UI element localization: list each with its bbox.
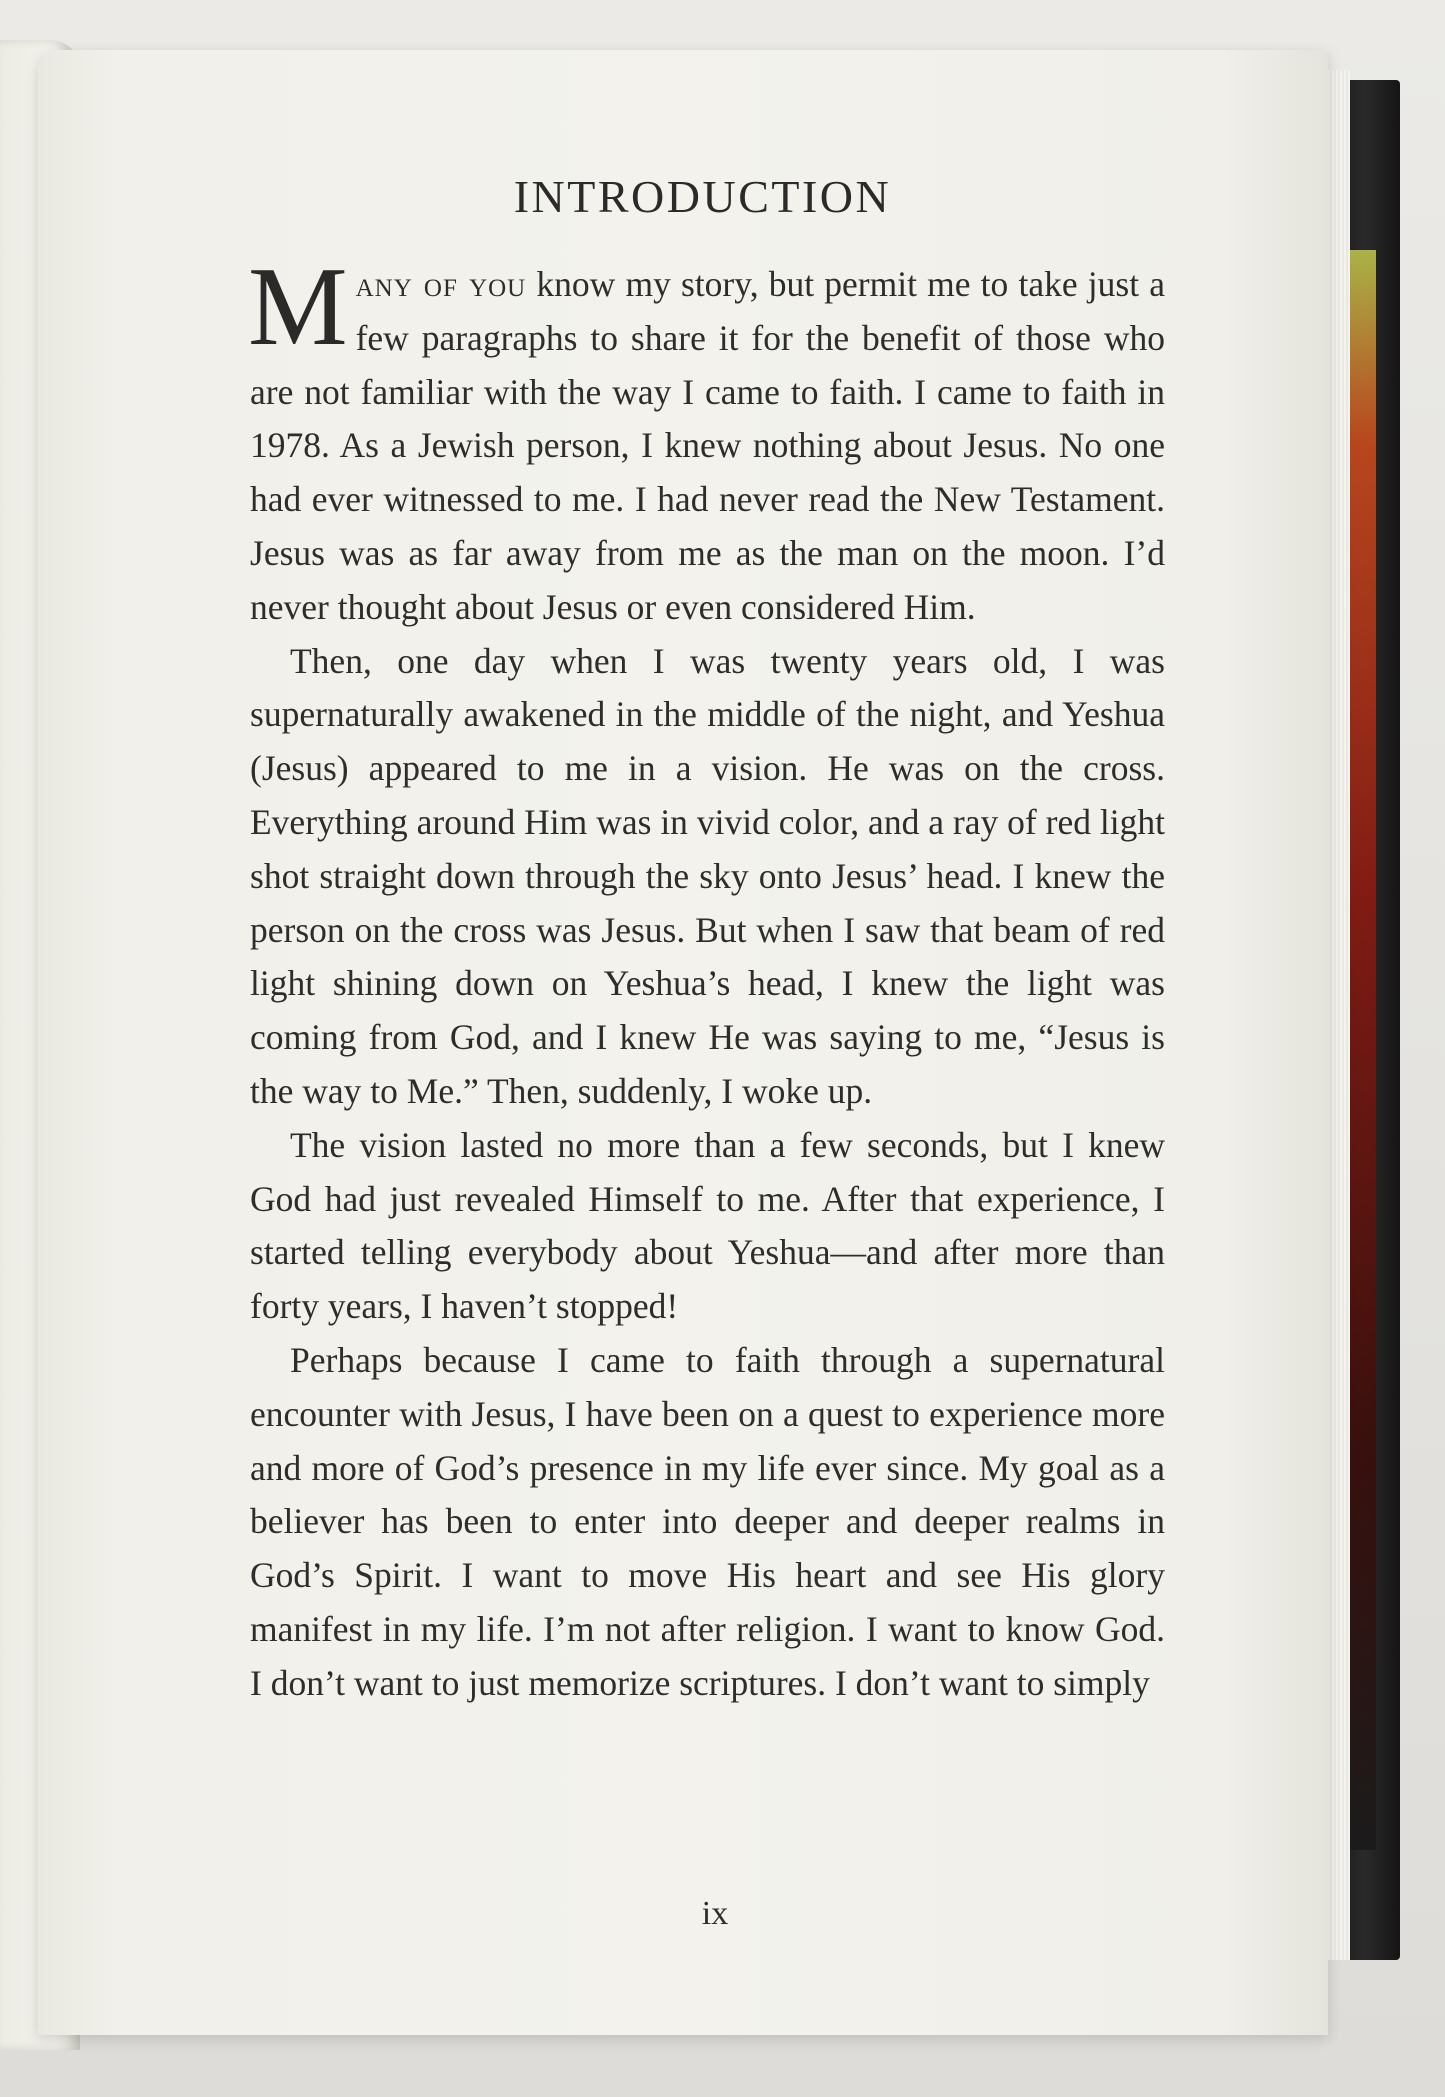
chapter-body <box>248 245 1165 1711</box>
paragraph-1-text: know my story, but permit me to take just a few paragraphs to share it for the benefit of those who are not familiar with the way I came to faith. I came to faith in 1978. As a Jewish person, I knew nothing about Jesus. No one had ever witnessed to me. I had never read the New Testament. Jesus was as far away from me as the man on the moon. I’d never thought about Jesus or even considered Him. <box>250 264 1165 627</box>
page-number: ix <box>701 1895 729 1932</box>
paragraph-4: Perhaps because I came to faith through a supernatural encounter with Jesus, I have been on a quest to experience more and more of God’s presence in my life ever since. My goal as a believer has been to enter into deeper and deeper realms in God’s Spirit. I want to move His heart and see His glory manifest in my life. I’m not after religion. I want to know God. I don’t want to just memorize scriptures. I don’t want to simply <box>250 1339 1165 1703</box>
paragraph-2: Then, one day when I was twenty years old, I was supernaturally awakened in the middle of the night, and Yeshua (Jesus) appeared to me in a vision. He was on the cross. Everything around Him was in vivid color, and a ray of red light shot straight down through the sky onto Jesus’ head. I knew the person on the cross was Jesus. But when I saw that beam of red light shining down on Yeshua’s head, I knew the light was coming from God, and I knew He was saying to me, “Jesus is the way to Me.” Then, suddenly, I woke up. <box>250 640 1165 1111</box>
drop-cap: M <box>248 245 348 369</box>
paragraph-1 <box>248 245 1165 635</box>
opening-small-caps: any of you <box>355 264 527 304</box>
chapter-heading: INTRODUCTION <box>513 171 892 222</box>
paragraph-3: The vision lasted no more than a few seconds, but I knew God had just revealed Himself to me. After that experience, I started telling everybody about Yeshua—and after more than forty years, I haven’t stopped! <box>250 1124 1165 1327</box>
book-cover-artwork-edge <box>1348 250 1376 1850</box>
